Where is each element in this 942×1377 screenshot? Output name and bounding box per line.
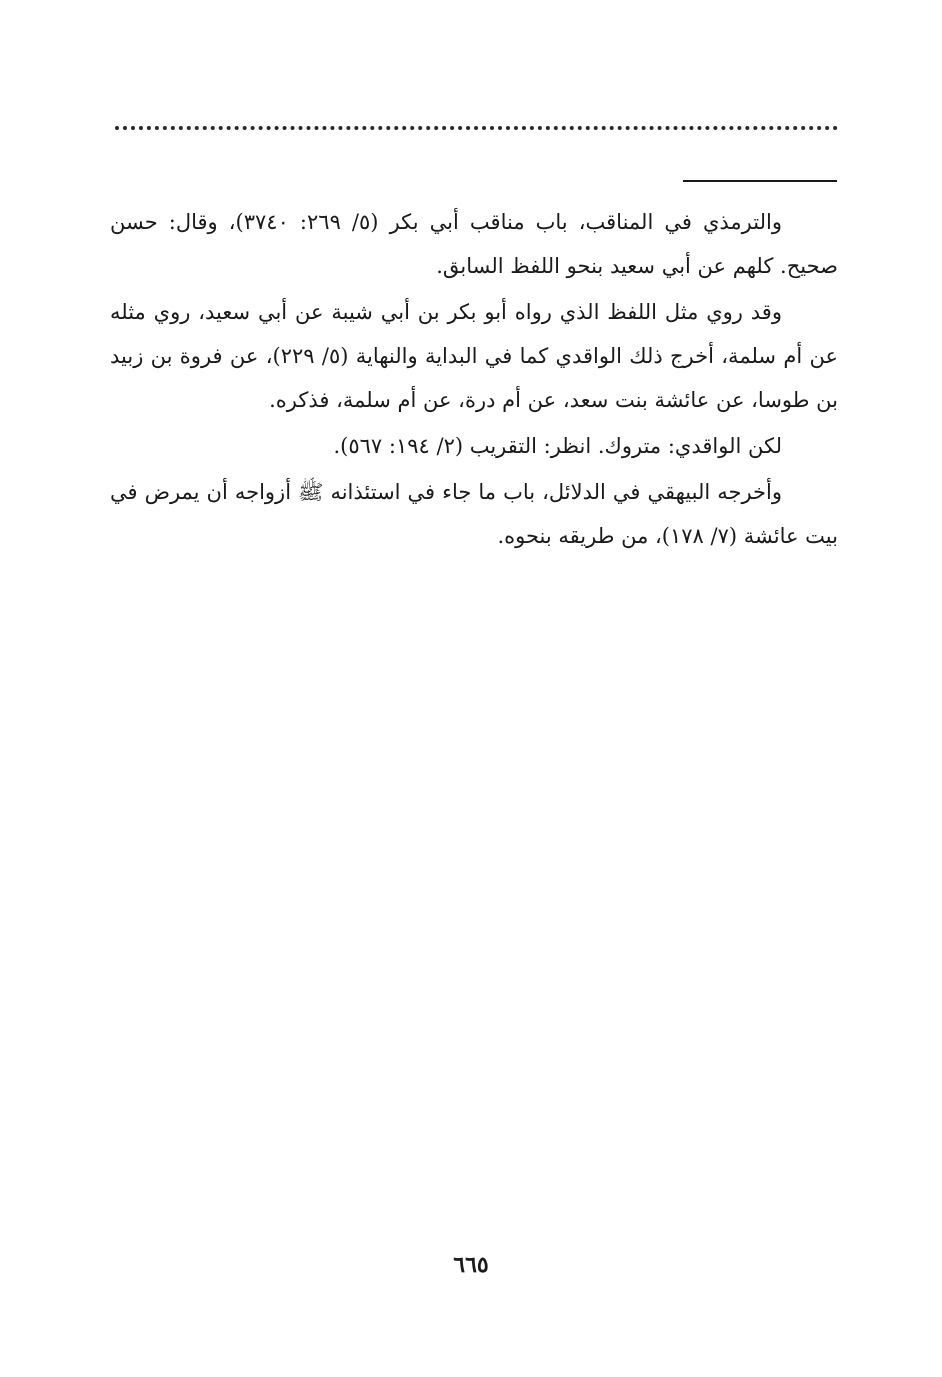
footnote-paragraph-2: وقد روي مثل اللفظ الذي رواه أبو بكر بن أبي شيبة عن أبي سعيد، روي مثله عن أم سلمة، أخرج ذلك الواقدي كما في البداية والنهاية (٥/ ٢٢٩)، عن فروة بن زبيد بن طوسا، عن عائشة بنت سعد، عن أم درة، عن أم سلمة، فذكره. [110,300,838,412]
footnote-separator-line [683,180,837,182]
page-number: ٦٦٥ [453,1252,489,1278]
footnote-block [110,200,838,560]
footnote-paragraph-3: لكن الواقدي: متروك. انظر: التقريب (٢/ ١٩٤: ٥٦٧). [333,434,782,458]
dotted-separator [115,126,838,130]
footnote-paragraph-4: وأخرجه البيهقي في الدلائل، باب ما جاء في استئذانه ﷺ أزواجه أن يمرض في بيت عائشة (٧/ ١٧٨)، من طريقه بنحوه. [110,480,838,548]
footnote-paragraph-1: والترمذي في المناقب، باب مناقب أبي بكر (٥/ ٢٦٩: ٣٧٤٠)، وقال: حسن صحيح. كلهم عن أبي سعيد بنحو اللفظ السابق. [110,210,838,278]
